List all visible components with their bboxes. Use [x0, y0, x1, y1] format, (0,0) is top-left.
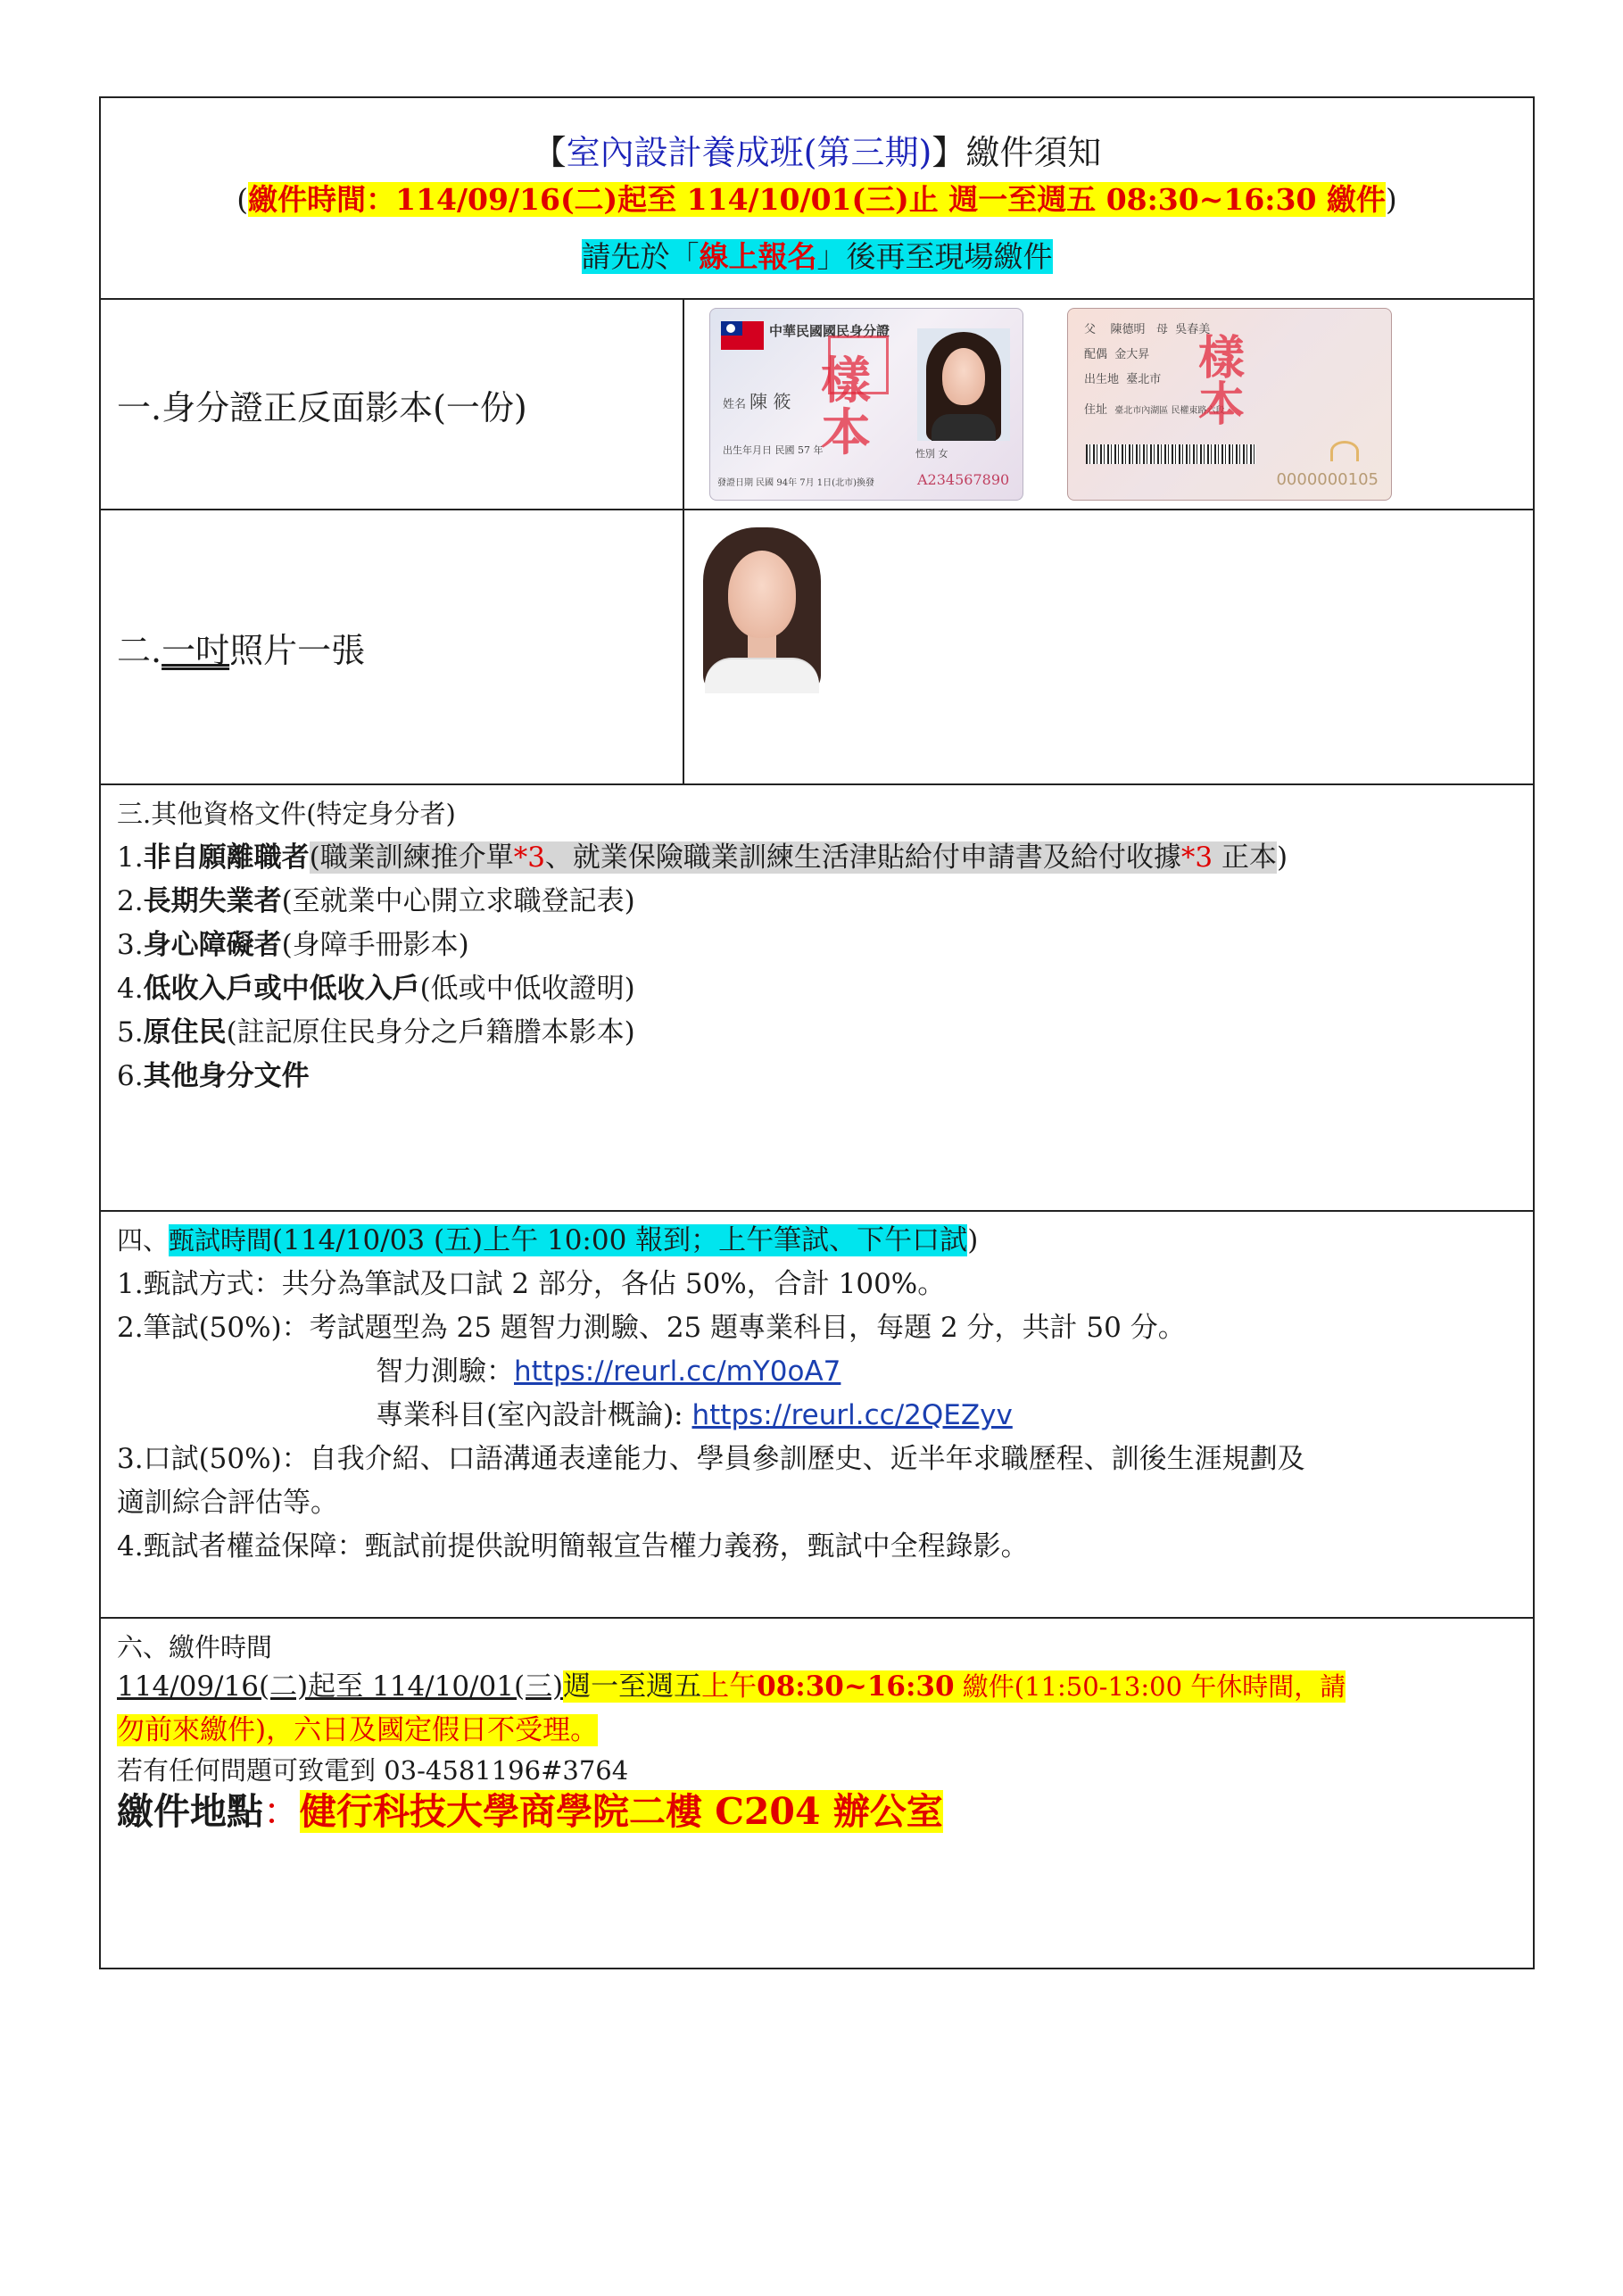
photo-label-prefix: 二.	[117, 630, 162, 670]
submission-period	[101, 178, 1533, 221]
notice-post: 」後再至現場繳件	[816, 239, 1053, 274]
doc-item-title: 非自願離職者	[143, 841, 310, 874]
submission-am: 上午	[701, 1670, 758, 1703]
doc-item-2	[117, 880, 1520, 924]
doc-name: 就業保險職業訓練生活津貼給付申請書及給付收據	[572, 841, 1181, 874]
location-label: 繳件地點	[117, 1790, 263, 1833]
card-serial-number: 0000000105	[1276, 470, 1379, 489]
notice-pre: 請先於「	[581, 239, 700, 274]
page-title	[101, 130, 1533, 175]
emblem-icon	[1330, 441, 1359, 461]
card-mother-value: 吳春美	[1175, 323, 1211, 336]
contact-phone: 若有任何問題可致電到 03-4581196#3764	[117, 1755, 629, 1786]
doc-item-num: 5.	[117, 1016, 144, 1049]
paren-open: (	[272, 1224, 284, 1256]
card-birth-field	[723, 443, 824, 457]
doc-item-num: 2.	[117, 885, 144, 917]
doc-tail: 正本	[1213, 841, 1278, 874]
id-card-front-image	[709, 308, 1023, 501]
id-card-label: 一.身分證正反面影本(一份)	[117, 387, 527, 427]
doc-item-4	[117, 967, 1520, 1011]
doc-item-detail: (註記原住民身分之戶籍謄本影本)	[226, 1016, 635, 1049]
doc-item-6	[117, 1055, 1520, 1098]
card-father-value: 陳德明	[1110, 323, 1146, 336]
id-card-label-cell	[100, 299, 683, 510]
photo-label-cell	[100, 510, 683, 784]
notice-emphasis: 線上報名	[699, 239, 817, 274]
photo-label-size: 一吋	[161, 630, 230, 670]
doc-item-title: 低收入戶或中低收入戶	[143, 973, 420, 1005]
doc-item-num: 1.	[117, 841, 144, 874]
card-spouse-label: 配偶	[1084, 348, 1108, 361]
doc-item-detail: (身障手冊影本)	[281, 929, 469, 961]
card-id-number: A234567890	[917, 471, 1010, 488]
card-birth-label: 出生年月日	[723, 444, 772, 456]
doc-item-num: 3.	[117, 929, 144, 961]
location-line	[117, 1788, 1520, 1835]
title-bracket-close: 】	[932, 133, 966, 172]
paren-close: )	[967, 1224, 979, 1256]
separator: 、	[544, 841, 573, 874]
card-mother-label: 母	[1155, 323, 1168, 336]
rights-line: 4.甄試者權益保障：甄試前提供說明簡報宣告權力義務，甄試中全程錄影。	[117, 1530, 1029, 1562]
submission-hours: 08:30~16:30	[757, 1670, 955, 1703]
other-documents-heading: 三.其他資格文件(特定身分者)	[117, 799, 456, 829]
card-name-label: 姓名	[723, 398, 747, 411]
exam-time-value: 114/10/03 (五)上午 10:00 報到；上午筆試、下午口試	[283, 1224, 968, 1256]
submission-weekdays: 週一至週五	[563, 1670, 702, 1703]
title-suffix: 繳件須知	[965, 133, 1102, 172]
paren-open: (	[309, 841, 320, 874]
card-spouse-value: 金大昇	[1114, 348, 1150, 361]
submission-note-cont: 勿前來繳件)，六日及國定假日不受理。	[117, 1714, 599, 1746]
sample-stamp: 樣本	[1198, 331, 1246, 432]
subject-test-label: 專業科目(室內設計概論):	[376, 1399, 692, 1431]
doc-multiplier: *3	[513, 841, 545, 874]
doc-item-num: 4.	[117, 973, 144, 1005]
submission-note-line	[117, 1709, 1520, 1753]
exam-time-line	[117, 1219, 1520, 1263]
card-father-label: 父	[1084, 323, 1097, 336]
doc-item-5	[117, 1011, 1520, 1055]
id-card-back-image	[1067, 308, 1392, 501]
location-value: 健行科技大學商學院二樓 C204 辦公室	[300, 1790, 943, 1833]
card-gender: 性別 女	[915, 448, 948, 460]
doc-item-3	[117, 924, 1520, 967]
submission-time-line	[117, 1665, 1520, 1709]
card-parents-field	[1084, 319, 1210, 336]
doc-name: 職業訓練推介單	[319, 841, 514, 874]
exam-info-cell	[100, 1211, 1534, 1618]
submission-heading: 六、繳件時間	[117, 1632, 273, 1662]
other-documents-cell	[100, 784, 1534, 1211]
paren-close: )	[1385, 182, 1397, 217]
course-name: 室內設計養成班(第三期)	[566, 133, 932, 172]
iq-test-line	[117, 1350, 1520, 1394]
card-name-value: 陳 筱	[749, 391, 791, 412]
oral-exam-line: 3.口試(50%)：自我介紹、口語溝通表達能力、學員參訓歷史、近半年求職歷程、訓後生涯規劃及	[117, 1443, 1305, 1475]
exam-time-label: 甄試時間	[169, 1225, 273, 1256]
doc-item-title: 其他身分文件	[143, 1060, 310, 1092]
card-address-value: 臺北市內湖區 民權東路六段	[1114, 406, 1225, 416]
sample-stamp: 樣本	[821, 352, 871, 462]
submission-note: 繳件(11:50-13:00 午休時間，請	[954, 1671, 1346, 1702]
doc-item-title: 原住民	[143, 1016, 227, 1049]
title-cell	[100, 97, 1534, 299]
online-registration-notice	[101, 237, 1533, 277]
barcode	[1086, 444, 1255, 464]
doc-item-title: 身心障礙者	[143, 929, 282, 961]
oral-exam-line-cont: 適訓綜合評估等。	[117, 1487, 338, 1519]
card-birth-value: 民國 57 年	[774, 444, 824, 456]
submission-time-text: 繳件時間：114/09/16(二)起至 114/10/01(三)止 週一至週五 08:30~16:30 繳件	[248, 182, 1386, 217]
exam-method-line: 1.甄試方式：共分為筆試及口試 2 部分，各佔 50%，合計 100%。	[117, 1268, 946, 1300]
doc-multiplier: *3	[1180, 841, 1213, 874]
exam-prefix: 四、	[117, 1225, 170, 1256]
location-colon: ：	[263, 1790, 300, 1833]
card-spouse-field	[1084, 344, 1149, 361]
sample-photo	[694, 524, 830, 693]
submission-info-cell	[100, 1618, 1534, 1969]
iq-test-label: 智力測驗：	[376, 1355, 514, 1388]
submission-date-range: 114/09/16(二)起至 114/10/01(三)	[117, 1670, 564, 1703]
written-exam-line: 2.筆試(50%)：考試題型為 25 題智力測驗、25 題專業科目，每題 2 分，共計 50 分。	[117, 1312, 1186, 1344]
flag-icon	[721, 321, 764, 350]
doc-item-1	[117, 836, 1520, 880]
card-birthplace-label: 出生地	[1084, 373, 1120, 386]
card-portrait	[917, 328, 1010, 441]
card-front-header: 中華民國國民身分證	[769, 323, 890, 339]
doc-item-num: 6.	[117, 1060, 144, 1092]
card-birthplace-field	[1084, 369, 1161, 386]
doc-item-detail: (低或中低收證明)	[419, 973, 635, 1005]
paren-open: (	[236, 182, 249, 217]
card-address-label: 住址	[1084, 403, 1108, 417]
subject-test-link[interactable]: https://reurl.cc/2QEZyv	[691, 1399, 1013, 1431]
card-birthplace-value: 臺北市	[1126, 373, 1162, 386]
photo-label-suffix: 照片一張	[229, 630, 366, 670]
card-name-field	[723, 387, 791, 413]
subject-test-line	[117, 1394, 1520, 1438]
iq-test-link[interactable]: https://reurl.cc/mY0oA7	[514, 1355, 841, 1388]
doc-item-detail: (至就業中心開立求職登記表)	[281, 885, 635, 917]
doc-item-title: 長期失業者	[143, 885, 282, 917]
title-bracket-open: 【	[532, 133, 567, 172]
card-issue-date: 發證日期 民國 94年 7月 1日(北市)換發	[717, 478, 874, 488]
paren-close: )	[1277, 841, 1288, 874]
